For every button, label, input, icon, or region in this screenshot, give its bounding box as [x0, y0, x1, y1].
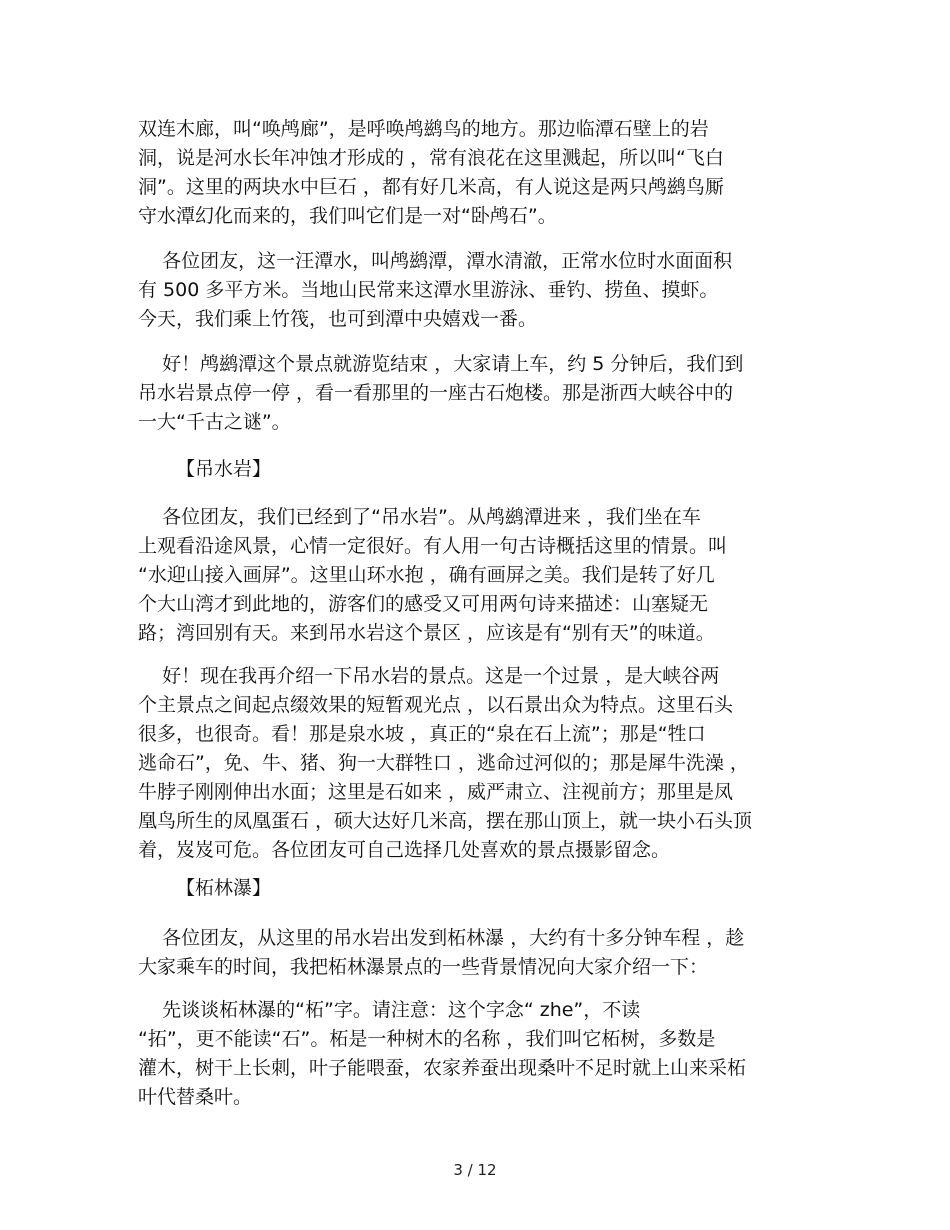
paragraph-7: [138, 996, 818, 1112]
section-heading-zhelinpu: 【柘林瀑】: [176, 877, 272, 899]
paragraph-4: [138, 503, 818, 648]
text-line: 先谈谈柘林瀑的“柘”字。请注意：这个字念“ zhe”，不读: [138, 999, 641, 1021]
text-line: 各位团友，我们已经到了“吊水岩”。从鸬鹚潭进来 ，我们坐在车: [138, 506, 701, 528]
text-line: 逃命石”，免、牛、猪、狗一大群牲口 ，逃命过河似的；那是犀牛洗澡 ，: [138, 752, 749, 774]
text-line: 个主景点之间起点缀效果的短暂观光点 ，以石景出众为特点。这里石头: [138, 694, 734, 716]
page-number: 3 / 12: [453, 1161, 497, 1179]
text-line: 各位团友，这一汪潭水，叫鸬鹚潭，潭水清澈，正常水位时水面面积: [138, 250, 733, 272]
text-line: 吊水岩景点停一停 ，看一看那里的一座古石炮楼。那是浙西大峡谷中的: [138, 382, 734, 404]
text-line: 好！鸬鹚潭这个景点就游览结束 ，大家请上车，约 5 分钟后，我们到: [138, 353, 744, 375]
text-line: 有 500 多平方米。当地山民常来这潭水里游泳、垂钓、捞鱼、摸虾。: [138, 279, 719, 301]
paragraph-2: [138, 247, 818, 334]
text-line: 洞，说是河水长年冲蚀才形成的 ，常有浪花在这里溅起，所以叫“飞白: [138, 147, 724, 169]
paragraph-6: [138, 924, 818, 982]
text-line: 双连木廊，叫“唤鸬廊”，是呼唤鸬鹚鸟的地方。那边临潭石壁上的岩: [138, 118, 709, 140]
section-heading-diaoshuiyan: 【吊水岩】: [176, 458, 272, 480]
text-line: “水迎山接入画屏”。这里山环水抱 ，确有画屏之美。我们是转了好几: [138, 564, 715, 586]
text-line: 灌木，树干上长刺，叶子能喂蚕，农家养蚕出现桑叶不足时就上山来采柘: [138, 1057, 747, 1079]
text-line: 今天，我们乘上竹筏，也可到潭中央嬉戏一番。: [138, 308, 538, 330]
text-line: 洞”。这里的两块水中巨石 ，都有好几米高，有人说这是两只鸬鹚鸟厮: [138, 176, 724, 198]
paragraph-5: [138, 662, 818, 865]
text-line: 牛脖子刚刚伸出水面；这里是石如来 ，威严肃立、注视前方；那里是凤: [138, 781, 734, 803]
text-line: 守水潭幻化而来的，我们叫它们是一对“卧鸬石”。: [138, 205, 557, 227]
text-line: 好！现在我再介绍一下吊水岩的景点。这是一个过景 ，是大峡谷两: [138, 665, 720, 687]
paragraph-1: [138, 115, 818, 231]
text-line: 个大山湾才到此地的，游客们的感受又可用两句诗来描述：山塞疑无: [138, 593, 709, 615]
text-line: 各位团友，从这里的吊水岩出发到柘林瀑 ，大约有十多分钟车程 ，趁: [138, 927, 745, 949]
text-line: 一大“千古之谜”。: [138, 411, 291, 433]
text-line: 上观看沿途风景，心情一定很好。有人用一句古诗概括这里的情景。叫: [138, 535, 728, 557]
text-line: 着，岌岌可危。各位团友可自己选择几处喜欢的景点摄影留念。: [138, 839, 671, 861]
text-line: “拓”，更不能读“石”。柘是一种树木的名称 ，我们叫它柘树，多数是: [138, 1028, 716, 1050]
paragraph-3: [138, 350, 818, 437]
text-line: 大家乘车的时间，我把柘林瀑景点的一些背景情况向大家介绍一下：: [138, 956, 709, 978]
text-line: 叶代替桑叶。: [138, 1086, 253, 1108]
text-line: 凰鸟所生的凤凰蛋石 ，硕大达好几米高，摆在那山顶上，就一块小石头顶: [138, 810, 753, 832]
text-line: 路；湾回别有天。来到吊水岩这个景区 ，应该是有“别有天”的味道。: [138, 622, 715, 644]
text-line: 很多，也很奇。看！那是泉水坡 ，真正的“泉在石上流”；那是“牲口: [138, 723, 706, 745]
